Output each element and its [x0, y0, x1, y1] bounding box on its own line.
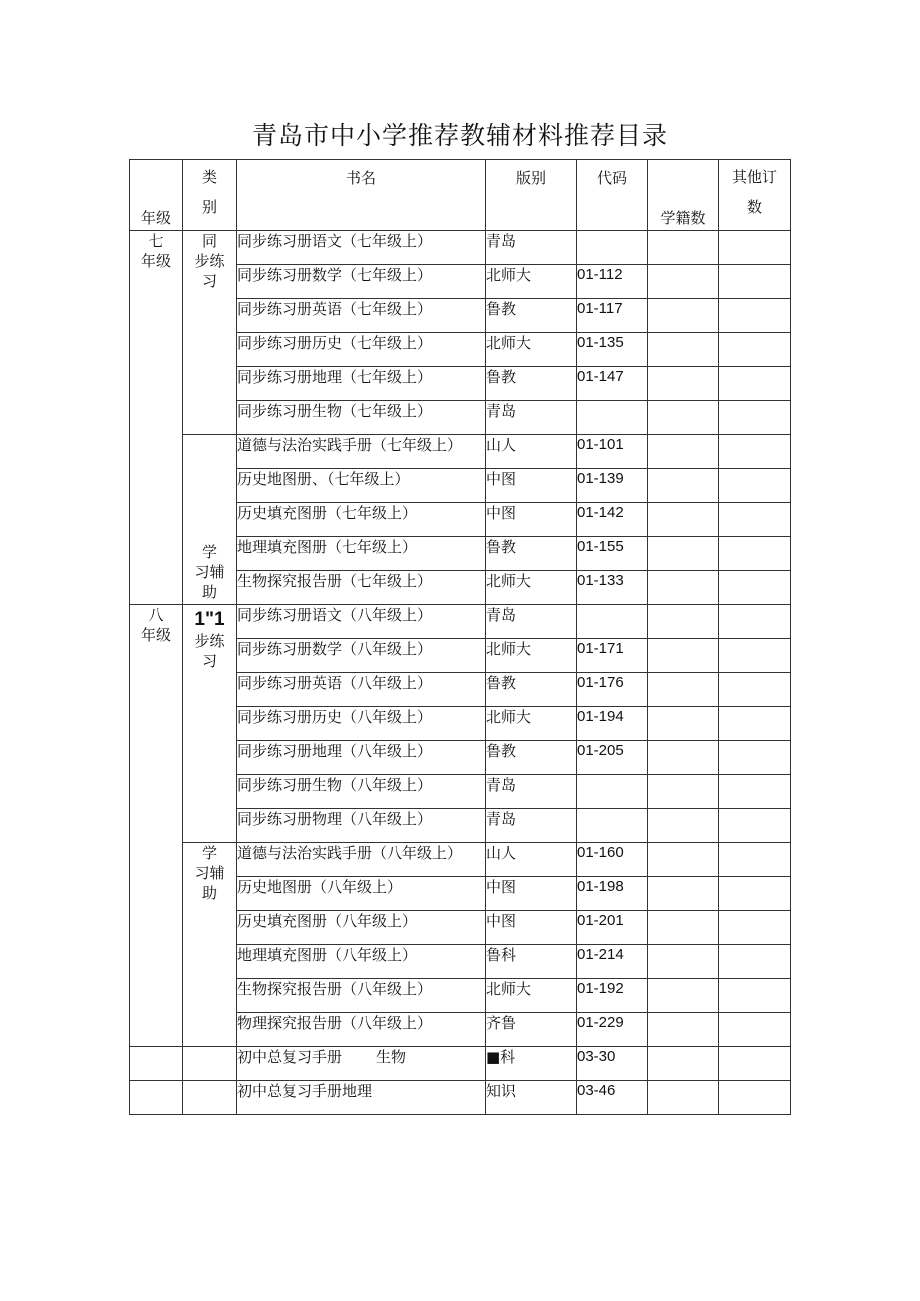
book-title: 同步练习册语文（八年级上）	[237, 605, 486, 639]
book-title: 历史填充图册（七年级上）	[237, 503, 486, 537]
other-count-cell[interactable]	[719, 877, 791, 911]
student-count-cell[interactable]	[648, 911, 719, 945]
edition: 中图	[486, 503, 577, 537]
code: 01-133	[577, 571, 648, 605]
category-mark: 1"1	[194, 609, 225, 630]
category-line: 步练	[194, 252, 225, 270]
grade-7-line1: 七	[148, 232, 164, 250]
student-count-cell[interactable]	[648, 469, 719, 503]
other-count-cell[interactable]	[719, 435, 791, 469]
code	[577, 775, 648, 809]
other-count-cell[interactable]	[719, 503, 791, 537]
code: 01-201	[577, 911, 648, 945]
book-title: 同步练习册数学（八年级上）	[237, 639, 486, 673]
grade-cell-empty	[130, 1081, 183, 1115]
edition: 山人	[486, 435, 577, 469]
edition: 青岛	[486, 809, 577, 843]
book-title: 同步练习册生物（七年级上）	[237, 401, 486, 435]
header-code: 代码	[577, 160, 648, 231]
table-row	[130, 1081, 791, 1115]
student-count-cell[interactable]	[648, 639, 719, 673]
edition: 鲁教	[486, 537, 577, 571]
student-count-cell[interactable]	[648, 1047, 719, 1081]
header-other-line2: 数	[746, 198, 762, 216]
category-line: 学	[201, 543, 217, 561]
other-count-cell[interactable]	[719, 605, 791, 639]
student-count-cell[interactable]	[648, 707, 719, 741]
edition: 鲁科	[486, 945, 577, 979]
code: 01-229	[577, 1013, 648, 1047]
category-line: 习	[201, 272, 217, 290]
other-count-cell[interactable]	[719, 367, 791, 401]
grade-7-line2: 年级	[140, 252, 171, 270]
book-title: 同步练习册地理（八年级上）	[237, 741, 486, 775]
code: 01-135	[577, 333, 648, 367]
other-count-cell[interactable]	[719, 707, 791, 741]
book-title: 同步练习册英语（七年级上）	[237, 299, 486, 333]
code: 01-176	[577, 673, 648, 707]
student-count-cell[interactable]	[648, 673, 719, 707]
book-title: 历史地图册（八年级上）	[237, 877, 486, 911]
student-count-cell[interactable]	[648, 605, 719, 639]
other-count-cell[interactable]	[719, 571, 791, 605]
edition: 北师大	[486, 979, 577, 1013]
book-title: 同步练习册语文（七年级上）	[237, 231, 486, 265]
other-count-cell[interactable]	[719, 537, 791, 571]
book-title	[237, 1047, 486, 1081]
book-title: 历史填充图册（八年级上）	[237, 911, 486, 945]
category-line: 学	[201, 844, 217, 862]
student-count-cell[interactable]	[648, 537, 719, 571]
student-count-cell[interactable]	[648, 265, 719, 299]
table-row	[130, 231, 791, 265]
code: 01-198	[577, 877, 648, 911]
category-cell-empty	[183, 1081, 237, 1115]
edition: 鲁教	[486, 673, 577, 707]
other-count-cell[interactable]	[719, 1047, 791, 1081]
book-title: 同步练习册历史（八年级上）	[237, 707, 486, 741]
edition: 北师大	[486, 707, 577, 741]
other-count-cell[interactable]	[719, 639, 791, 673]
other-count-cell[interactable]	[719, 809, 791, 843]
category-line: 习辅	[194, 864, 225, 882]
student-count-cell[interactable]	[648, 1013, 719, 1047]
header-book: 书名	[237, 160, 486, 231]
header-other-line1: 其他订	[731, 168, 777, 186]
other-count-cell[interactable]	[719, 911, 791, 945]
category-line: 步练	[194, 632, 225, 650]
other-count-cell[interactable]	[719, 741, 791, 775]
header-students: 学籍数	[648, 160, 719, 231]
other-count-cell[interactable]	[719, 775, 791, 809]
student-count-cell[interactable]	[648, 877, 719, 911]
category-line: 习	[201, 652, 217, 670]
student-count-cell[interactable]	[648, 503, 719, 537]
category-cell-aux-8	[183, 843, 237, 1047]
student-count-cell[interactable]	[648, 435, 719, 469]
student-count-cell[interactable]	[648, 231, 719, 265]
other-count-cell[interactable]	[719, 979, 791, 1013]
grade-cell-empty	[130, 1047, 183, 1081]
book-title: 物理探究报告册（八年级上）	[237, 1013, 486, 1047]
book-title: 生物探究报告册（七年级上）	[237, 571, 486, 605]
code	[577, 401, 648, 435]
other-count-cell[interactable]	[719, 843, 791, 877]
category-line: 助	[201, 583, 217, 601]
book-title: 同步练习册英语（八年级上）	[237, 673, 486, 707]
category-cell-empty	[183, 1047, 237, 1081]
grade-cell-8	[130, 605, 183, 1047]
code: 01-192	[577, 979, 648, 1013]
grade-8-line1: 八	[148, 606, 164, 624]
category-cell-sync-8	[183, 605, 237, 843]
catalog-table	[129, 159, 791, 1115]
category-line: 习辅	[194, 563, 225, 581]
code: 01-139	[577, 469, 648, 503]
category-cell-aux-7	[183, 435, 237, 605]
edition: 齐鲁	[486, 1013, 577, 1047]
edition: 鲁教	[486, 299, 577, 333]
code: 01-142	[577, 503, 648, 537]
book-title: 生物探究报告册（八年级上）	[237, 979, 486, 1013]
book-title: 道德与法治实践手册（七年级上）	[237, 435, 486, 469]
code: 01-160	[577, 843, 648, 877]
table-row	[130, 1047, 791, 1081]
code: 01-155	[577, 537, 648, 571]
edition: 中图	[486, 469, 577, 503]
student-count-cell[interactable]	[648, 367, 719, 401]
edition: ■科	[486, 1047, 577, 1081]
book-title: 同步练习册地理（七年级上）	[237, 367, 486, 401]
book-title: 同步练习册物理（八年级上）	[237, 809, 486, 843]
student-count-cell[interactable]	[648, 571, 719, 605]
header-grade: 年级	[130, 160, 183, 231]
book-title: 地理填充图册（八年级上）	[237, 945, 486, 979]
edition: 鲁教	[486, 367, 577, 401]
other-count-cell[interactable]	[719, 299, 791, 333]
table-row	[130, 435, 791, 469]
code	[577, 231, 648, 265]
edition: 山人	[486, 843, 577, 877]
book-title: 地理填充图册（七年级上）	[237, 537, 486, 571]
edition: 青岛	[486, 775, 577, 809]
code: 01-117	[577, 299, 648, 333]
student-count-cell[interactable]	[648, 809, 719, 843]
grade-8-line2: 年级	[140, 626, 171, 644]
student-count-cell[interactable]	[648, 401, 719, 435]
edition: 北师大	[486, 265, 577, 299]
student-count-cell[interactable]	[648, 843, 719, 877]
header-category-line2: 别	[201, 198, 217, 216]
table-row	[130, 843, 791, 877]
book-title: 历史地图册、（七年级上）	[237, 469, 486, 503]
student-count-cell[interactable]	[648, 299, 719, 333]
other-count-cell[interactable]	[719, 469, 791, 503]
header-row	[130, 160, 791, 231]
header-edition: 版别	[486, 160, 577, 231]
code: 01-194	[577, 707, 648, 741]
code	[577, 809, 648, 843]
header-category	[183, 160, 237, 231]
other-count-cell[interactable]	[719, 945, 791, 979]
edition: 青岛	[486, 231, 577, 265]
edition: 北师大	[486, 571, 577, 605]
edition: 北师大	[486, 639, 577, 673]
code: 03-46	[577, 1081, 648, 1115]
page-title: 青岛市中小学推荐教辅材料推荐目录	[251, 121, 668, 150]
book-title-part: 初中总复习手册	[237, 1048, 343, 1066]
other-count-cell[interactable]	[719, 265, 791, 299]
header-category-line1: 类	[201, 168, 217, 186]
other-count-cell[interactable]	[719, 333, 791, 367]
category-cell-sync-7	[183, 231, 237, 435]
code: 01-147	[577, 367, 648, 401]
code: 01-214	[577, 945, 648, 979]
other-count-cell[interactable]	[719, 231, 791, 265]
student-count-cell[interactable]	[648, 333, 719, 367]
other-count-cell[interactable]	[719, 401, 791, 435]
book-title-part: 生物	[376, 1048, 407, 1066]
book-title: 同步练习册历史（七年级上）	[237, 333, 486, 367]
book-title: 同步练习册生物（八年级上）	[237, 775, 486, 809]
code: 01-171	[577, 639, 648, 673]
student-count-cell[interactable]	[648, 979, 719, 1013]
edition: 青岛	[486, 605, 577, 639]
other-count-cell[interactable]	[719, 1081, 791, 1115]
book-title: 初中总复习手册地理	[237, 1081, 486, 1115]
category-line: 助	[201, 884, 217, 902]
code: 01-101	[577, 435, 648, 469]
edition: 中图	[486, 911, 577, 945]
student-count-cell[interactable]	[648, 945, 719, 979]
edition: 鲁教	[486, 741, 577, 775]
other-count-cell[interactable]	[719, 673, 791, 707]
edition: 中图	[486, 877, 577, 911]
table-row	[130, 605, 791, 639]
book-title: 同步练习册数学（七年级上）	[237, 265, 486, 299]
student-count-cell[interactable]	[648, 1081, 719, 1115]
book-title: 道德与法治实践手册（八年级上）	[237, 843, 486, 877]
code: 03-30	[577, 1047, 648, 1081]
category-line: 同	[201, 232, 217, 250]
edition: 青岛	[486, 401, 577, 435]
other-count-cell[interactable]	[719, 1013, 791, 1047]
code: 01-205	[577, 741, 648, 775]
grade-cell-7	[130, 231, 183, 605]
student-count-cell[interactable]	[648, 775, 719, 809]
code: 01-112	[577, 265, 648, 299]
edition: 知识	[486, 1081, 577, 1115]
student-count-cell[interactable]	[648, 741, 719, 775]
header-other	[719, 160, 791, 231]
code	[577, 605, 648, 639]
edition: 北师大	[486, 333, 577, 367]
